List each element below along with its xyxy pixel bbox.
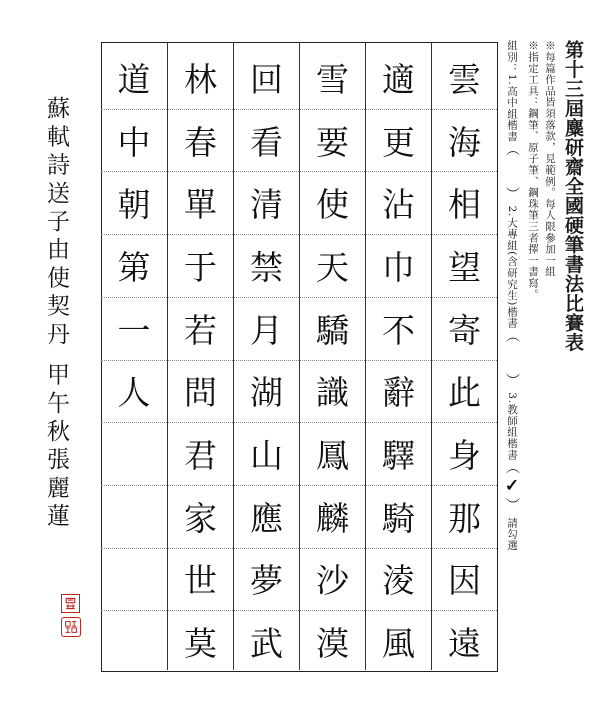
checkbox-college[interactable]: （ ） <box>504 328 520 381</box>
grid-row-divider <box>366 485 431 486</box>
grid-row-divider <box>432 109 497 110</box>
grid-cell: 林 <box>184 59 217 99</box>
grid-cell: 于 <box>184 247 217 287</box>
grid-row-divider <box>366 297 431 298</box>
grid-cell: 應 <box>250 498 283 538</box>
checkmark-icon: ✓ <box>502 476 522 497</box>
grid-cell: 風 <box>382 624 415 664</box>
grid-row-divider <box>234 422 299 423</box>
grid-cell: 世 <box>184 561 217 601</box>
grid-cell: 要 <box>316 122 349 162</box>
grid-row-divider <box>432 485 497 486</box>
grid-cell: 辭 <box>382 373 415 413</box>
grid-column-2 <box>365 43 431 670</box>
grid-row-divider <box>101 109 167 110</box>
grid-row-divider <box>366 422 431 423</box>
grid-row-divider <box>234 485 299 486</box>
grid-row-divider <box>168 548 233 549</box>
grid-row-divider <box>168 297 233 298</box>
grid-row-divider <box>168 171 233 172</box>
grid-cell: 夢 <box>250 561 283 601</box>
grid-row-divider <box>366 548 431 549</box>
grid-cell: 君 <box>184 436 217 476</box>
grid-cell: 山 <box>250 436 283 476</box>
grid-row-divider <box>234 548 299 549</box>
grid-cell: 道 <box>117 59 151 99</box>
grid-row-divider <box>101 360 167 361</box>
grid-row-divider <box>432 234 497 235</box>
grid-cell: 朝 <box>117 185 151 225</box>
grid-cell: 雲 <box>448 59 481 99</box>
grid-cell: 第 <box>117 247 151 287</box>
grid-cell: 武 <box>250 624 283 664</box>
grid-cell: 因 <box>448 561 481 601</box>
grid-row-divider <box>300 109 365 110</box>
grid-row-divider <box>432 360 497 361</box>
grid-column-5 <box>167 43 233 670</box>
grid-row-divider <box>300 297 365 298</box>
grid-cell: 湖 <box>250 373 283 413</box>
grid-cell: 中 <box>117 122 151 162</box>
grid-cell: 望 <box>448 247 481 287</box>
grid-row-divider <box>168 422 233 423</box>
grid-row-divider <box>432 610 497 611</box>
grid-cell: 麟 <box>316 498 349 538</box>
grid-cell <box>101 548 167 611</box>
grid-cell: 海 <box>448 122 481 162</box>
grid-row-divider <box>234 297 299 298</box>
grid-cell: 使 <box>316 185 349 225</box>
grid-row-divider <box>234 171 299 172</box>
note-writing-tools: ※指定工具：鋼筆、原子筆、鋼珠筆三者擇一書寫。 <box>527 40 539 300</box>
grid-row-divider <box>366 171 431 172</box>
signature-attribution: 蘇軾詩送子由使契丹 甲午秋張麗蓮 <box>43 96 69 532</box>
grid-cell: 鳳 <box>316 436 349 476</box>
grid-cell: 一 <box>117 310 151 350</box>
grid-cell: 人 <box>117 373 151 413</box>
grid-cell: 禁 <box>250 247 283 287</box>
square-seal-icon <box>61 594 80 613</box>
grid-column-6 <box>101 43 167 670</box>
group-prefix: 組別： <box>506 40 518 74</box>
grid-row-divider <box>101 234 167 235</box>
grid-row-divider <box>234 234 299 235</box>
group-option-teacher: 3.教師組楷書 <box>506 392 518 461</box>
seal-glyph-icon <box>62 595 79 612</box>
grid-cell: 漠 <box>316 624 349 664</box>
grid-cell: 家 <box>184 498 217 538</box>
form-title: 第十三屆麋研齋全國硬筆書法比賽表 <box>562 40 584 352</box>
grid-row-divider <box>101 297 167 298</box>
grid-row-divider <box>432 297 497 298</box>
grid-cell: 騎 <box>382 498 415 538</box>
grid-cell: 天 <box>316 247 349 287</box>
grid-cell: 看 <box>250 122 283 162</box>
group-option-college: 2.大專組(含研究生)楷書 <box>506 205 518 329</box>
grid-row-divider <box>101 548 167 549</box>
grid-row-divider <box>366 610 431 611</box>
grid-cell: 莫 <box>184 624 217 664</box>
grid-cell: 遠 <box>448 624 481 664</box>
grid-row-divider <box>101 610 167 611</box>
grid-cell: 那 <box>448 498 481 538</box>
grid-row-divider <box>432 548 497 549</box>
grid-cell: 驕 <box>316 310 349 350</box>
grid-row-divider <box>366 109 431 110</box>
grid-cell: 清 <box>250 185 283 225</box>
grid-cell: 此 <box>448 373 481 413</box>
square-seal-icon <box>61 617 81 637</box>
grid-row-divider <box>234 360 299 361</box>
grid-row-divider <box>101 171 167 172</box>
select-hint: 請勾選 <box>506 517 518 552</box>
checkbox-teacher[interactable]: （✓） <box>502 460 522 506</box>
grid-cell <box>101 422 167 485</box>
writing-grid <box>101 42 498 672</box>
grid-row-divider <box>101 422 167 423</box>
grid-row-divider <box>300 485 365 486</box>
grid-cell: 回 <box>250 59 283 99</box>
grid-row-divider <box>300 360 365 361</box>
grid-cell <box>101 610 167 673</box>
grid-cell: 沙 <box>316 561 349 601</box>
grid-row-divider <box>168 109 233 110</box>
grid-cell: 相 <box>448 185 481 225</box>
grid-row-divider <box>234 610 299 611</box>
seal-glyph-icon <box>62 618 80 636</box>
grid-cell: 更 <box>382 122 415 162</box>
grid-row-divider <box>366 360 431 361</box>
grid-cell: 單 <box>184 185 217 225</box>
grid-row-divider <box>101 485 167 486</box>
grid-cell: 寄 <box>448 310 481 350</box>
grid-row-divider <box>300 171 365 172</box>
grid-cell: 身 <box>448 436 481 476</box>
note-signature-rule: ※每篇作品皆須落款，見範例。每人限參加一組 <box>544 40 556 278</box>
grid-cell: 若 <box>184 310 217 350</box>
grid-row-divider <box>168 360 233 361</box>
grid-cell: 識 <box>316 373 349 413</box>
grid-column-4 <box>233 43 299 670</box>
grid-cell: 春 <box>184 122 217 162</box>
grid-cell: 問 <box>184 373 217 413</box>
grid-row-divider <box>234 109 299 110</box>
grid-cell: 月 <box>250 310 283 350</box>
grid-cell <box>101 485 167 548</box>
grid-row-divider <box>300 422 365 423</box>
grid-column-1 <box>431 43 497 670</box>
grid-cell: 巾 <box>382 247 415 287</box>
grid-row-divider <box>366 234 431 235</box>
grid-cell: 淩 <box>382 561 415 601</box>
grid-row-divider <box>432 171 497 172</box>
grid-cell: 適 <box>382 59 415 99</box>
grid-cell: 沾 <box>382 185 415 225</box>
grid-column-3 <box>299 43 365 670</box>
grid-cell: 驛 <box>382 436 415 476</box>
checkbox-high-school[interactable]: （ ） <box>504 142 520 195</box>
grid-row-divider <box>168 234 233 235</box>
grid-row-divider <box>168 610 233 611</box>
grid-row-divider <box>300 234 365 235</box>
grid-cell: 不 <box>382 310 415 350</box>
group-option-high-school: 1.高中組楷書 <box>506 73 518 143</box>
grid-row-divider <box>168 485 233 486</box>
grid-row-divider <box>300 610 365 611</box>
grid-row-divider <box>300 548 365 549</box>
grid-row-divider <box>432 422 497 423</box>
group-selection <box>504 40 520 600</box>
grid-cell: 雪 <box>316 59 349 99</box>
